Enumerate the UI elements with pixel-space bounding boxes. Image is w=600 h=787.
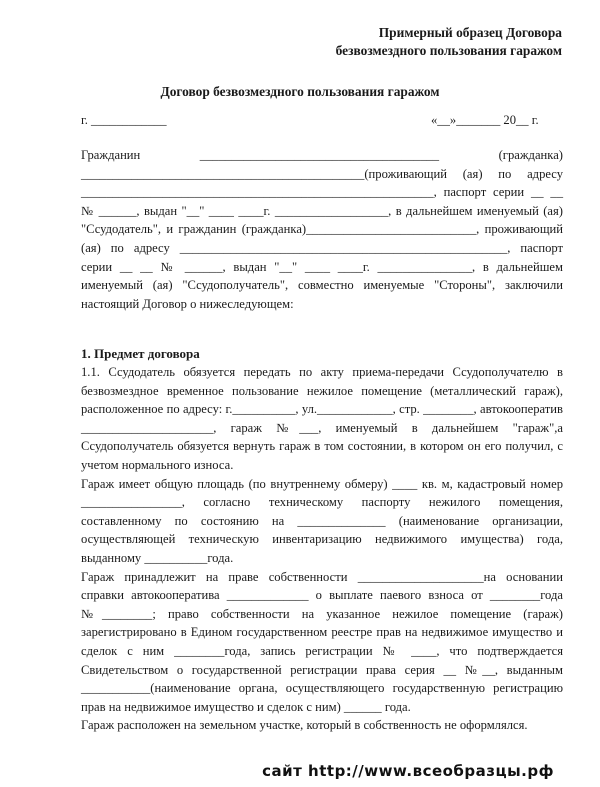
clause-1-1: 1.1. Ссудодатель обязуется передать по акту приема-передачи Ссудополучателю в безвозмездное временное пользование нежилое помещение (металлический гараж), расположенное по адресу: г.__________, ул.____________, стр. ________, автокооператив _____________________, гараж №___, именуемый в дальнейшем "гараж",а Ссудополучатель обязуется вернуть гараж в том состоянии, в котором он его получил, с учетом нормального износа.: [81, 365, 563, 472]
ownership-paragraph: Гараж принадлежит на праве собственности ____________________на основании справки автокооператива _____________ о выплате паевого взноса от ________года №________; право собственности на указанное нежилое помещение (гараж) зарегистрировано в Едином государственном реестре прав на недвижимое имущество и сделок с ним ________года, запись регистрации № ____, что подтверждается Свидетельством о государственной регистрации права серия __ №__, выданным ___________(наименование органа, осуществляющего государственную регистрацию прав на недвижимое имущество и сделок с ним) ______ года.: [81, 569, 563, 714]
sample-caption-line2: безвозмездного пользования гаражом: [335, 43, 562, 58]
land-plot-paragraph: Гараж расположен на земельном участке, который в собственность не оформлялся.: [81, 718, 528, 733]
document-title: Договор безвозмездного пользования гаражом: [160, 84, 440, 99]
parties-paragraph: [81, 146, 563, 313]
sample-caption: [336, 24, 562, 60]
parties-text: Гражданин ______________________________________ (гражданка) _____________________________________________(проживающий (ая) по адресу ________________________________________________________, паспорт серии __ __ № ______, выдан "__" ____ ____г. __________________, в дальнейшем именуемый (ая) "Ссудодатель", и гражданин (гражданка)___________________________, проживающий (ая) по адресу ____________________________________________________, паспорт серии __ __ № ______, выдан "__" ____ ____г. _______________, в дальнейшем именуемый (ая) "Ссудополучатель", совместно именуемые "Стороны", заключили настоящий Договор о нижеследующем:: [81, 148, 563, 311]
city-field: г. ____________: [81, 113, 167, 127]
sample-caption-line1: Примерный образец Договора: [378, 25, 562, 40]
garage-area-paragraph: Гараж имеет общую площадь (по внутреннему обмеру) ____ кв. м, кадастровый номер ________________, согласно техническому паспорту нежилого помещения, составленному по состоянию на ______________ (наименование организации, осуществляющей техническую инвентаризацию недвижимого имущества) года, выданному __________года.: [81, 476, 563, 565]
section-1-heading: 1. Предмет договора: [81, 346, 200, 361]
date-field: «__»_______ 20__ г.: [431, 113, 539, 127]
site-watermark: сайт http://www.всеобразцы.рф: [262, 762, 554, 780]
section-1-body: [81, 363, 563, 735]
